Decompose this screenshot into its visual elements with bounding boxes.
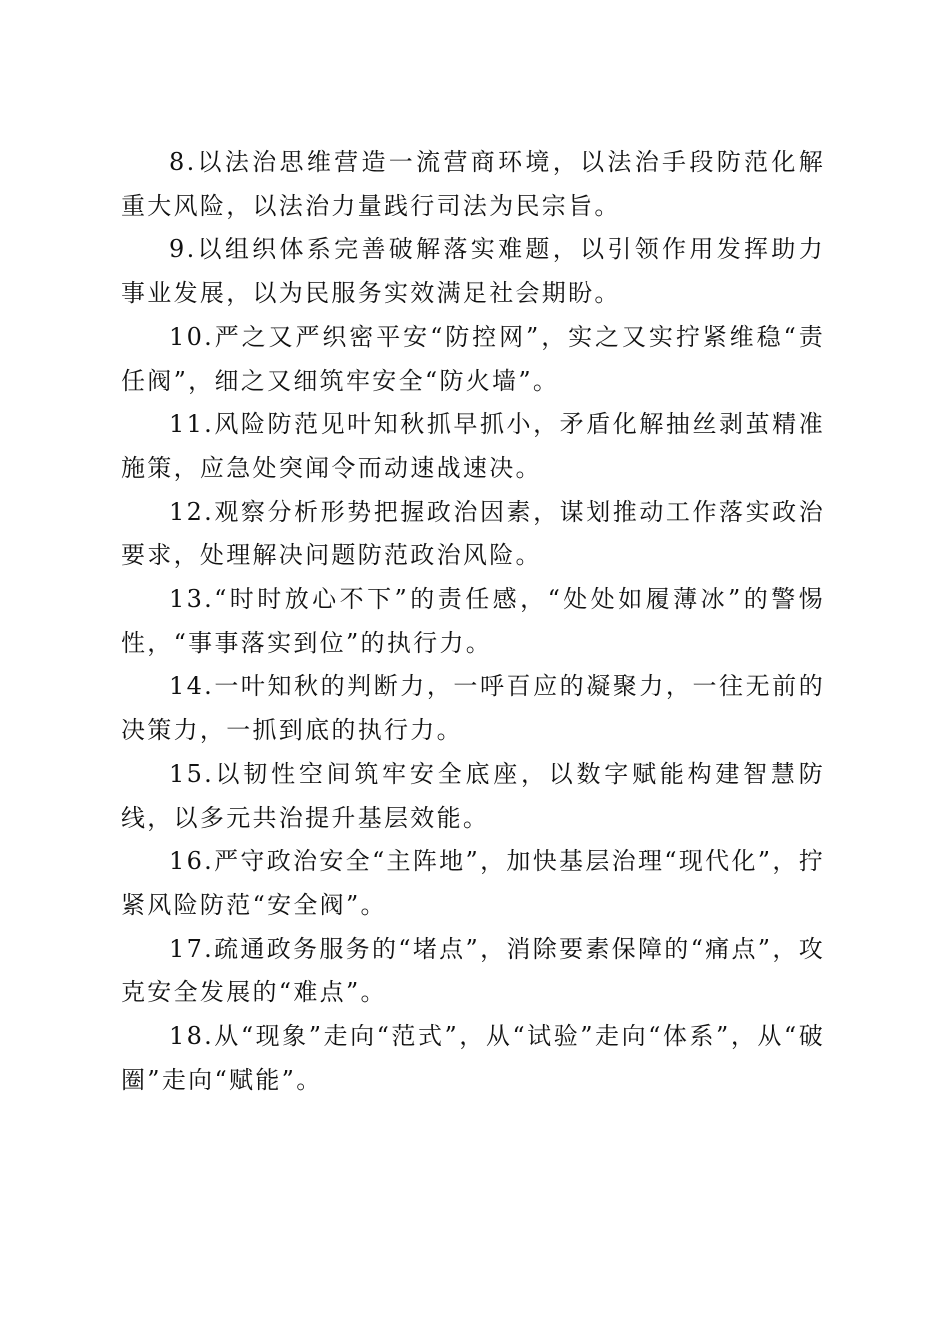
paragraph-item-18: 18.从“现象”走向“范式”，从“试验”走向“体系”，从“破圈”走向“赋能”。 <box>121 1022 825 1094</box>
paragraph-item-9: 9.以组织体系完善破解落实难题，以引领作用发挥助力事业发展，以为民服务实效满足社会期盼。 <box>121 235 825 308</box>
paragraph-item-14: 14.一叶知秋的判断力，一呼百应的凝聚力，一往无前的决策力，一抓到底的执行力。 <box>121 672 825 745</box>
paragraph-item-8: 8.以法治思维营造一流营商环境，以法治手段防范化解重大风险，以法治力量践行司法为民宗旨。 <box>121 148 825 220</box>
paragraph-item-15: 15.以韧性空间筑牢安全底座，以数字赋能构建智慧防线，以多元共治提升基层效能。 <box>121 759 825 832</box>
paragraph-item-17: 17.疏通政务服务的“堵点”，消除要素保障的“痛点”，攻克安全发展的“难点”。 <box>121 934 825 1007</box>
paragraph-item-11: 11.风险防范见叶知秋抓早抓小，矛盾化解抽丝剥茧精准施策，应急处突闻令而动速战速决。 <box>121 410 825 482</box>
paragraph-item-16: 16.严守政治安全“主阵地”，加快基层治理“现代化”，拧紧风险防范“安全阀”。 <box>121 847 825 919</box>
paragraph-item-13: 13.“时时放心不下”的责任感，“处处如履薄冰”的警惕性，“事事落实到位”的执行力。 <box>121 585 825 657</box>
paragraph-item-12: 12.观察分析形势把握政治因素，谋划推动工作落实政治要求，处理解决问题防范政治风险。 <box>121 497 825 570</box>
document-body <box>121 141 825 1102</box>
paragraph-item-10: 10.严之又严织密平安“防控网”，实之又实拧紧维稳“责任阀”，细之又细筑牢安全“防火墙”。 <box>121 322 825 395</box>
